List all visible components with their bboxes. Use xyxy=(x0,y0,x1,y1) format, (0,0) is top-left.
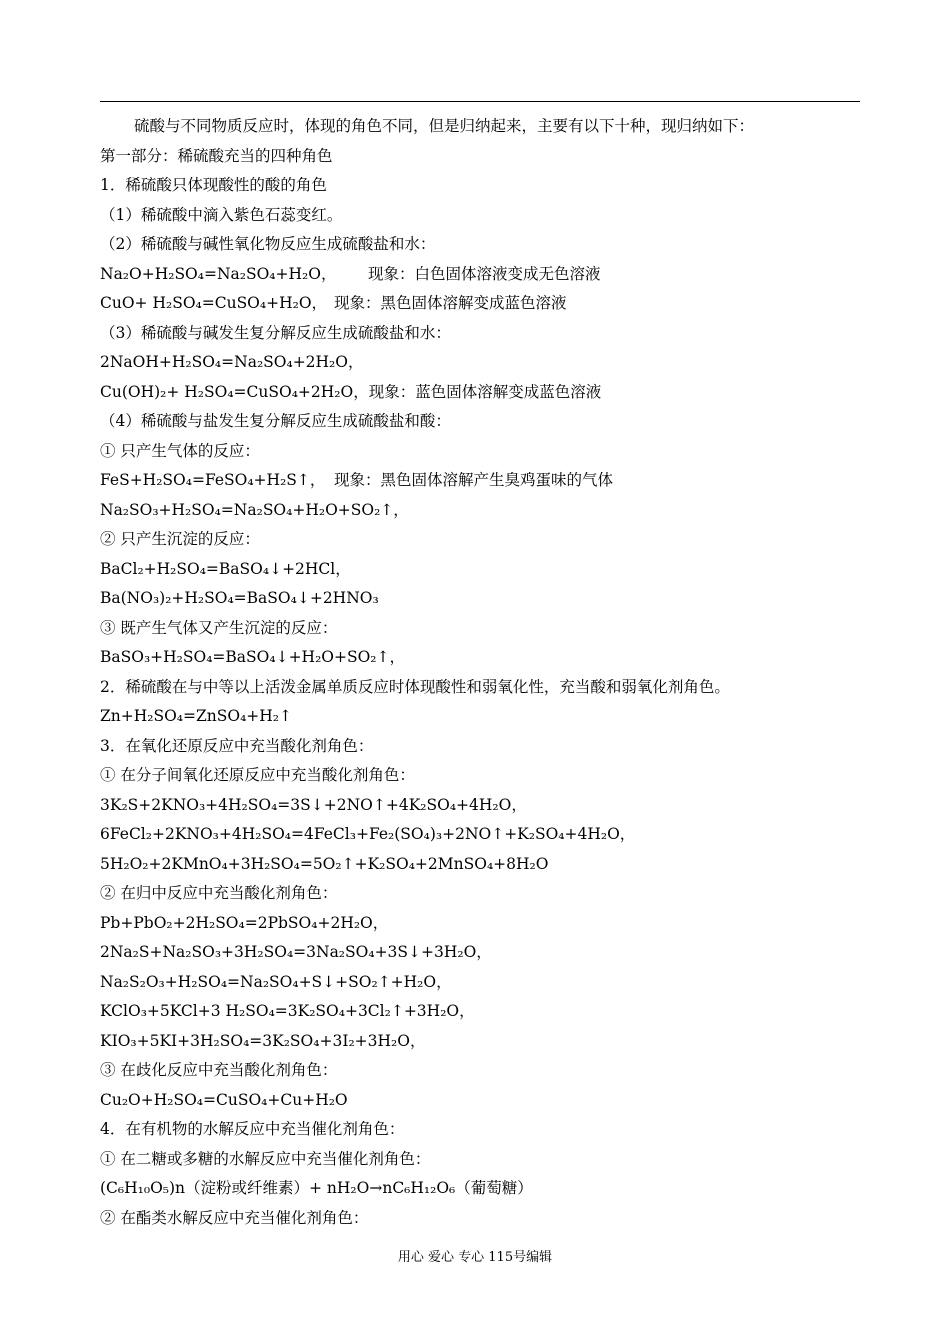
equation-line xyxy=(100,378,860,408)
item-heading: ③ 既产生气体又产生沉淀的反应： xyxy=(100,618,338,637)
equation: 5H₂O₂+2KMnO₄+3H₂SO₄=5O₂↑+K₂SO₄+2MnSO₄+8H₂O xyxy=(100,854,549,873)
item-heading: ② 在归中反应中充当酸化剂角色： xyxy=(100,884,338,902)
item-heading: ① 只产生气体的反应： xyxy=(100,441,260,460)
equation-line xyxy=(100,466,860,496)
subsection-heading: （3）稀硫酸与碱发生复分解反应生成硫酸盐和水： xyxy=(100,323,451,342)
equation: Zn+H₂SO₄=ZnSO₄+H₂↑ xyxy=(100,707,292,725)
page-footer: 用心 爱心 专心 115号编辑 xyxy=(397,1250,553,1265)
equation: Na₂SO₃+H₂SO₄=Na₂SO₄+H₂O+SO₂↑， xyxy=(100,500,409,519)
subsection-heading: （4）稀硫酸与盐发生复分解反应生成硫酸盐和酸： xyxy=(100,412,451,430)
equation: Na₂O+H₂SO₄=Na₂SO₄+H₂O， xyxy=(100,264,337,283)
equation: 3K₂S+2KNO₃+4H₂SO₄=3S↓+2NO↑+4K₂SO₄+4H₂O， xyxy=(100,795,527,814)
equation: 6FeCl₂+2KNO₃+4H₂SO₄=4FeCl₃+Fe₂(SO₄)₃+2NO↑+K₂SO₄+4H₂O， xyxy=(100,825,636,843)
equation: KClO₃+5KCl+3 H₂SO₄=3K₂SO₄+3Cl₂↑+3H₂O， xyxy=(100,1002,475,1020)
section-heading: 3．在氧化还原反应中充当酸化剂角色： xyxy=(100,736,374,755)
header-rule xyxy=(100,101,860,102)
equation: 2NaOH+H₂SO₄=Na₂SO₄+2H₂O， xyxy=(100,353,364,371)
part-title: 第一部分：稀硫酸充当的四种角色 xyxy=(100,146,333,165)
equation: Na₂S₂O₃+H₂SO₄=Na₂SO₄+S↓+SO₂↑+H₂O， xyxy=(100,972,452,991)
observation: 现象：黑色固体溶解产生臭鸡蛋味的气体 xyxy=(334,471,614,489)
equation: BaCl₂+H₂SO₄=BaSO₄↓+2HCl， xyxy=(100,559,351,578)
section-heading: 1．稀硫酸只体现酸性的酸的角色 xyxy=(100,176,327,194)
observation: 现象：白色固体溶液变成无色溶液 xyxy=(368,264,601,283)
section-heading: 4．在有机物的水解反应中充当催化剂角色： xyxy=(100,1120,405,1138)
item-heading: ② 在酯类水解反应中充当催化剂角色： xyxy=(100,1208,369,1227)
equation: Cu₂O+H₂SO₄=CuSO₄+Cu+H₂O xyxy=(100,1090,348,1109)
equation: 2Na₂S+Na₂SO₃+3H₂SO₄=3Na₂SO₄+3S↓+3H₂O， xyxy=(100,943,492,961)
equation: Ba(NO₃)₂+H₂SO₄=BaSO₄↓+2HNO₃ xyxy=(100,589,379,607)
item-heading: ③ 在歧化反应中充当酸化剂角色： xyxy=(100,1061,338,1079)
subsection-heading: （2）稀硫酸与碱性氧化物反应生成硫酸盐和水： xyxy=(100,235,436,253)
section-heading: 2．稀硫酸在与中等以上活泼金属单质反应时体现酸性和弱氧化性，充当酸和弱氧化剂角色。 xyxy=(100,677,730,696)
equation: (C₆H₁₀O₅)n（淀粉或纤维素）+ nH₂O→nC₆H₁₂O₆（葡萄糖） xyxy=(100,1179,533,1197)
equation-line xyxy=(100,260,860,290)
subsection-heading: （1）稀硫酸中滴入紫色石蕊变红。 xyxy=(100,205,343,224)
item-heading: ② 只产生沉淀的反应： xyxy=(100,530,260,548)
item-heading: ① 在二糖或多糖的水解反应中充当催化剂角色： xyxy=(100,1149,431,1168)
equation: KIO₃+5KI+3H₂SO₄=3K₂SO₄+3I₂+3H₂O， xyxy=(100,1031,426,1050)
equation: FeS+H₂SO₄=FeSO₄+H₂S↑， xyxy=(100,471,326,489)
equation: Pb+PbO₂+2H₂SO₄=2PbSO₄+2H₂O， xyxy=(100,913,389,932)
observation: 现象：蓝色固体溶解变成蓝色溶液 xyxy=(368,382,602,401)
equation: BaSO₃+H₂SO₄=BaSO₄↓+H₂O+SO₂↑， xyxy=(100,648,406,666)
intro-paragraph: 硫酸与不同物质反应时，体现的角色不同，但是归纳起来，主要有以下十种，现归纳如下： xyxy=(134,117,755,135)
document-body xyxy=(100,112,860,1233)
equation-line xyxy=(100,289,860,319)
item-heading: ① 在分子间氧化还原反应中充当酸化剂角色： xyxy=(100,766,415,784)
equation: Cu(OH)₂+ H₂SO₄=CuSO₄+2H₂O， xyxy=(100,382,369,401)
observation: 现象：黑色固体溶解变成蓝色溶液 xyxy=(334,294,567,312)
equation: CuO+ H₂SO₄=CuSO₄+H₂O， xyxy=(100,294,328,312)
